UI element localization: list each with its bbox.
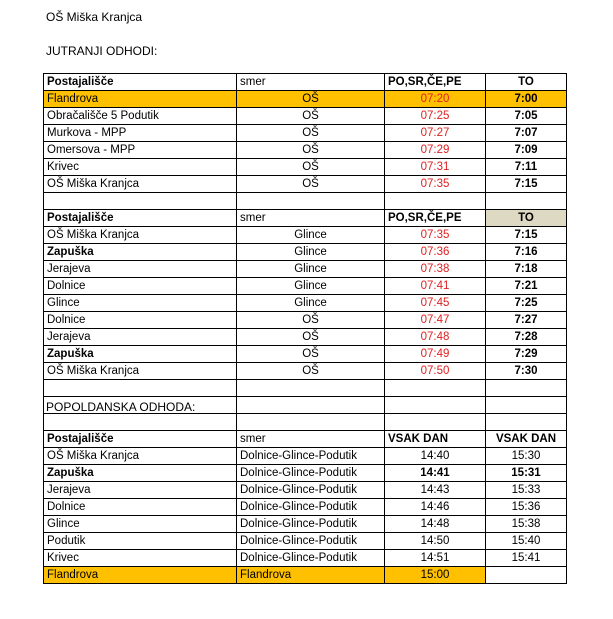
stop-cell: Omersova - MPP [44, 142, 237, 159]
table-row [44, 533, 567, 550]
direction-cell: Glince [237, 227, 385, 244]
table-row [44, 142, 567, 159]
direction-cell: OŠ [237, 176, 385, 193]
time-cell: 14:43 [385, 482, 486, 499]
direction-cell: Dolnice-Glince-Podutik [237, 482, 385, 499]
table-row [44, 329, 567, 346]
direction-cell: Flandrova [237, 567, 385, 584]
time-cell: 15:30 [486, 448, 567, 465]
time-cell: 14:50 [385, 533, 486, 550]
time-cell [486, 567, 567, 584]
time-cell: 07:41 [385, 278, 486, 295]
time-cell: 07:50 [385, 363, 486, 380]
col-header-direction: smer [237, 431, 385, 448]
col-header-direction: smer [237, 210, 385, 227]
table-row [44, 346, 567, 363]
table-row [44, 176, 567, 193]
school-name: OŠ Miška Kranjca [46, 10, 143, 24]
time-cell: 07:38 [385, 261, 486, 278]
stop-cell: Murkova - MPP [44, 125, 237, 142]
stop-cell: Krivec [44, 550, 237, 567]
spacer-row [44, 414, 567, 431]
time-cell: 7:27 [486, 312, 567, 329]
stop-cell: Zapuška [44, 465, 237, 482]
table-row [44, 261, 567, 278]
time-cell: 14:41 [385, 465, 486, 482]
stop-cell: OŠ Miška Kranjca [44, 448, 237, 465]
table-row [44, 91, 567, 108]
time-cell: 7:15 [486, 227, 567, 244]
stop-cell: Krivec [44, 159, 237, 176]
table-row [44, 244, 567, 261]
time-cell: 15:00 [385, 567, 486, 584]
time-cell: 7:00 [486, 91, 567, 108]
direction-cell: Glince [237, 244, 385, 261]
col-header-stop: Postajališče [44, 431, 237, 448]
table-header-row [44, 74, 567, 91]
time-cell: 07:45 [385, 295, 486, 312]
direction-cell: Glince [237, 295, 385, 312]
col-header-weekdays: PO,SR,ČE,PE [385, 74, 486, 91]
stop-cell: OŠ Miška Kranjca [44, 363, 237, 380]
time-cell: 7:28 [486, 329, 567, 346]
time-cell: 14:48 [385, 516, 486, 533]
stop-cell: Jerajeva [44, 482, 237, 499]
stop-cell: OŠ Miška Kranjca [44, 227, 237, 244]
time-cell: 7:29 [486, 346, 567, 363]
table-header-row [44, 210, 567, 227]
table-row [44, 108, 567, 125]
time-cell: 07:20 [385, 91, 486, 108]
time-cell: 15:36 [486, 499, 567, 516]
table-row [44, 499, 567, 516]
stop-cell: Zapuška [44, 346, 237, 363]
time-cell: 7:25 [486, 295, 567, 312]
table-row [44, 550, 567, 567]
col-header-tuesday: TO [486, 210, 567, 227]
time-cell: 15:33 [486, 482, 567, 499]
time-cell: 7:15 [486, 176, 567, 193]
direction-cell: OŠ [237, 125, 385, 142]
col-header-direction: smer [237, 74, 385, 91]
schedule-table [43, 73, 567, 584]
time-cell: 07:35 [385, 176, 486, 193]
time-cell: 7:30 [486, 363, 567, 380]
direction-cell: Dolnice-Glince-Podutik [237, 550, 385, 567]
stop-cell: Dolnice [44, 499, 237, 516]
stop-cell: Glince [44, 516, 237, 533]
spacer-row [44, 193, 567, 210]
direction-cell: OŠ [237, 312, 385, 329]
direction-cell: Dolnice-Glince-Podutik [237, 499, 385, 516]
time-cell: 14:51 [385, 550, 486, 567]
col-header-weekdays: PO,SR,ČE,PE [385, 210, 486, 227]
time-cell: 15:38 [486, 516, 567, 533]
direction-cell: Dolnice-Glince-Podutik [237, 516, 385, 533]
direction-cell: Glince [237, 278, 385, 295]
time-cell: 07:35 [385, 227, 486, 244]
table-row [44, 448, 567, 465]
table-row [44, 516, 567, 533]
direction-cell: OŠ [237, 108, 385, 125]
time-cell: 07:25 [385, 108, 486, 125]
table-row [44, 278, 567, 295]
direction-cell: OŠ [237, 363, 385, 380]
stop-cell: Flandrova [44, 91, 237, 108]
table-row [44, 465, 567, 482]
spacer-row [44, 380, 567, 397]
time-cell: 7:16 [486, 244, 567, 261]
time-cell: 7:05 [486, 108, 567, 125]
stop-cell: Flandrova [44, 567, 237, 584]
table-row [44, 567, 567, 584]
table-row [44, 125, 567, 142]
stop-cell: Podutik [44, 533, 237, 550]
morning-heading: JUTRANJI ODHODI: [46, 44, 158, 58]
direction-cell: Dolnice-Glince-Podutik [237, 465, 385, 482]
table-row [44, 312, 567, 329]
direction-cell: Dolnice-Glince-Podutik [237, 448, 385, 465]
time-cell: 7:11 [486, 159, 567, 176]
table-row [44, 227, 567, 244]
table-row [44, 482, 567, 499]
direction-cell: OŠ [237, 346, 385, 363]
time-cell: 7:21 [486, 278, 567, 295]
col-header-stop: Postajališče [44, 74, 237, 91]
direction-cell: OŠ [237, 159, 385, 176]
time-cell: 14:46 [385, 499, 486, 516]
stop-cell: Jerajeva [44, 261, 237, 278]
time-cell: 7:07 [486, 125, 567, 142]
col-header-stop: Postajališče [44, 210, 237, 227]
time-cell: 07:36 [385, 244, 486, 261]
time-cell: 07:49 [385, 346, 486, 363]
direction-cell: Dolnice-Glince-Podutik [237, 533, 385, 550]
time-cell: 14:40 [385, 448, 486, 465]
afternoon-heading: POPOLDANSKA ODHODA: [46, 400, 196, 414]
time-cell: 07:48 [385, 329, 486, 346]
table-row [44, 363, 567, 380]
stop-cell: Zapuška [44, 244, 237, 261]
col-header-daily-2: VSAK DAN [486, 431, 567, 448]
table-row [44, 295, 567, 312]
table-row [44, 159, 567, 176]
direction-cell: OŠ [237, 329, 385, 346]
table-header-row [44, 431, 567, 448]
col-header-daily-1: VSAK DAN [385, 431, 486, 448]
stop-cell: Jerajeva [44, 329, 237, 346]
time-cell: 15:40 [486, 533, 567, 550]
time-cell: 7:18 [486, 261, 567, 278]
col-header-tuesday: TO [486, 74, 567, 91]
stop-cell: Obračališče 5 Podutik [44, 108, 237, 125]
direction-cell: OŠ [237, 142, 385, 159]
direction-cell: Glince [237, 261, 385, 278]
time-cell: 07:47 [385, 312, 486, 329]
direction-cell: OŠ [237, 91, 385, 108]
time-cell: 07:29 [385, 142, 486, 159]
time-cell: 7:09 [486, 142, 567, 159]
time-cell: 07:27 [385, 125, 486, 142]
stop-cell: Glince [44, 295, 237, 312]
time-cell: 07:31 [385, 159, 486, 176]
stop-cell: OŠ Miška Kranjca [44, 176, 237, 193]
time-cell: 15:31 [486, 465, 567, 482]
stop-cell: Dolnice [44, 312, 237, 329]
stop-cell: Dolnice [44, 278, 237, 295]
time-cell: 15:41 [486, 550, 567, 567]
